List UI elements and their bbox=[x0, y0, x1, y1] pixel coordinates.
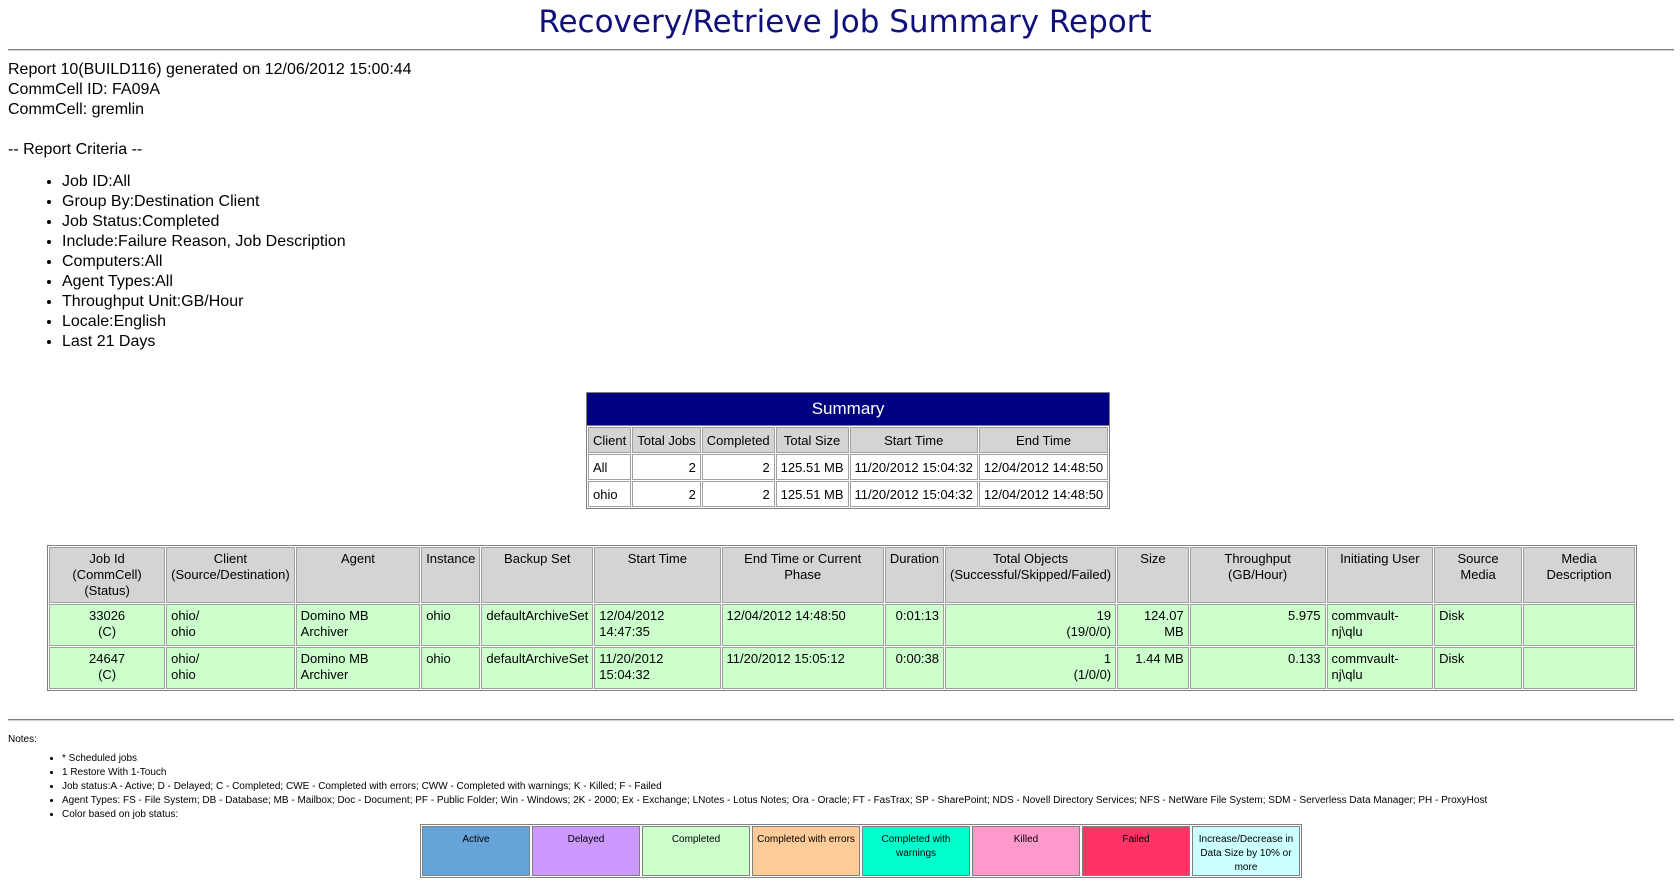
commcell-id: CommCell ID: FA09A bbox=[8, 81, 161, 98]
criteria-item: • Last 21 Days bbox=[62, 332, 346, 352]
summary-cell: 11/20/2012 15:04:32 bbox=[850, 481, 978, 507]
note-item: • Agent Types: FS - File System; DB - Database; MB - Mailbox; Doc - Document; PF - Public Folder; Win - Windows; 2K - 2000; Ex - Exchange; LNotes - Lotus Notes; Ora - Oracle; FT - FasTrax; SP - SharePoint; NDS - Novell Directory Services; NFS - NetWare File System; SDM - Serverless Data Manager; PH - ProxyHost bbox=[62, 794, 1487, 808]
criteria-item: • Job Status:Completed bbox=[62, 212, 346, 232]
client-cell: ohio/ ohio bbox=[166, 604, 295, 646]
legend-killed: Killed bbox=[972, 826, 1080, 876]
agent-cell: Domino MB Archiver bbox=[296, 604, 421, 646]
jobs-header: Agent bbox=[296, 547, 421, 603]
media-description-cell bbox=[1523, 647, 1635, 689]
criteria-item: • Locale:English bbox=[62, 312, 346, 332]
summary-cell: 12/04/2012 14:48:50 bbox=[979, 481, 1108, 507]
summary-header: End Time bbox=[979, 427, 1108, 453]
legend-failed: Failed bbox=[1082, 826, 1190, 876]
summary-table bbox=[586, 392, 1110, 509]
summary-header: Completed bbox=[702, 427, 775, 453]
table-row bbox=[49, 647, 1635, 689]
source-media-cell: Disk bbox=[1434, 647, 1522, 689]
start-time-cell: 12/04/2012 14:47:35 bbox=[594, 604, 720, 646]
jobs-header: Duration bbox=[885, 547, 944, 603]
notes-list bbox=[0, 752, 1487, 822]
summary-cell: 2 bbox=[702, 454, 775, 480]
summary-cell: 2 bbox=[632, 454, 701, 480]
report-title: Recovery/Retrieve Job Summary Report bbox=[538, 4, 1152, 40]
legend-completed-with-errors: Completed with errors bbox=[752, 826, 860, 876]
legend-completed-with-warnings: Completed with warnings bbox=[862, 826, 970, 876]
summary-cell: 2 bbox=[632, 481, 701, 507]
summary-header-row bbox=[588, 427, 1108, 453]
commcell-name: CommCell: gremlin bbox=[8, 101, 145, 118]
summary-header: Total Jobs bbox=[632, 427, 701, 453]
criteria-item: • Throughput Unit:GB/Hour bbox=[62, 292, 346, 312]
legend-completed: Completed bbox=[642, 826, 750, 876]
criteria-item: • Agent Types:All bbox=[62, 272, 346, 292]
jobs-header: Backup Set bbox=[481, 547, 593, 603]
legend-data-size-change: Increase/Decrease in Data Size by 10% or more bbox=[1192, 826, 1300, 876]
initiating-user-cell: commvault-nj\qlu bbox=[1327, 647, 1434, 689]
header-divider bbox=[8, 49, 1674, 51]
job-id-cell: 33026 (C) bbox=[49, 604, 165, 646]
start-time-cell: 11/20/2012 15:04:32 bbox=[594, 647, 720, 689]
jobs-header: End Time or Current Phase bbox=[722, 547, 884, 603]
jobs-header: Source Media bbox=[1434, 547, 1522, 603]
summary-caption: Summary bbox=[586, 392, 1110, 425]
note-item: • Job status:A - Active; D - Delayed; C - Completed; CWE - Completed with errors; CWW - Completed with warnings; K - Killed; F - Failed bbox=[62, 780, 1487, 794]
note-item: • 1 Restore With 1-Touch bbox=[62, 766, 1487, 780]
jobs-header: Instance bbox=[421, 547, 480, 603]
total-objects-cell: 19 (19/0/0) bbox=[945, 604, 1116, 646]
summary-cell: 11/20/2012 15:04:32 bbox=[850, 454, 978, 480]
summary-row bbox=[588, 454, 1108, 480]
jobs-header: Throughput (GB/Hour) bbox=[1190, 547, 1326, 603]
summary-header: Total Size bbox=[776, 427, 849, 453]
initiating-user-cell: commvault-nj\qlu bbox=[1327, 604, 1434, 646]
summary-cell: All bbox=[588, 454, 631, 480]
criteria-item: • Job ID:All bbox=[62, 172, 346, 192]
criteria-item: • Group By:Destination Client bbox=[62, 192, 346, 212]
media-description-cell bbox=[1523, 604, 1635, 646]
legend-delayed: Delayed bbox=[532, 826, 640, 876]
note-item: • * Scheduled jobs bbox=[62, 752, 1487, 766]
backup-set-cell: defaultArchiveSet bbox=[481, 604, 593, 646]
duration-cell: 0:00:38 bbox=[885, 647, 944, 689]
jobs-header: Size bbox=[1117, 547, 1189, 603]
throughput-cell: 5.975 bbox=[1190, 604, 1326, 646]
jobs-header: Start Time bbox=[594, 547, 720, 603]
jobs-header: Client (Source/Destination) bbox=[166, 547, 295, 603]
summary-header: Start Time bbox=[850, 427, 978, 453]
status-color-legend bbox=[420, 824, 1302, 878]
size-cell: 124.07 MB bbox=[1117, 604, 1189, 646]
note-item: • Color based on job status: bbox=[62, 808, 1487, 822]
summary-cell: 2 bbox=[702, 481, 775, 507]
end-time-cell: 11/20/2012 15:05:12 bbox=[722, 647, 884, 689]
end-time-cell: 12/04/2012 14:48:50 bbox=[722, 604, 884, 646]
client-cell: ohio/ ohio bbox=[166, 647, 295, 689]
job-id-cell: 24647 (C) bbox=[49, 647, 165, 689]
jobs-header: Media Description bbox=[1523, 547, 1635, 603]
jobs-header: Job Id (CommCell) (Status) bbox=[49, 547, 165, 603]
duration-cell: 0:01:13 bbox=[885, 604, 944, 646]
report-criteria-list bbox=[0, 172, 346, 352]
table-row bbox=[49, 604, 1635, 646]
total-objects-cell: 1 (1/0/0) bbox=[945, 647, 1116, 689]
notes-label: Notes: bbox=[8, 734, 37, 745]
summary-header: Client bbox=[588, 427, 631, 453]
footer-divider bbox=[8, 719, 1674, 721]
jobs-header-row bbox=[49, 547, 1635, 603]
summary-cell: 125.51 MB bbox=[776, 454, 849, 480]
summary-cell: 12/04/2012 14:48:50 bbox=[979, 454, 1108, 480]
jobs-header: Initiating User bbox=[1327, 547, 1434, 603]
criteria-item: • Include:Failure Reason, Job Description bbox=[62, 232, 346, 252]
source-media-cell: Disk bbox=[1434, 604, 1522, 646]
jobs-header: Total Objects (Successful/Skipped/Failed) bbox=[945, 547, 1116, 603]
criteria-item: • Computers:All bbox=[62, 252, 346, 272]
instance-cell: ohio bbox=[421, 604, 480, 646]
jobs-table bbox=[47, 545, 1637, 691]
report-generated: Report 10(BUILD116) generated on 12/06/2012 15:00:44 bbox=[8, 61, 412, 78]
report-criteria-heading: -- Report Criteria -- bbox=[8, 141, 143, 158]
throughput-cell: 0.133 bbox=[1190, 647, 1326, 689]
size-cell: 1.44 MB bbox=[1117, 647, 1189, 689]
summary-row bbox=[588, 481, 1108, 507]
instance-cell: ohio bbox=[421, 647, 480, 689]
summary-cell: ohio bbox=[588, 481, 631, 507]
summary-cell: 125.51 MB bbox=[776, 481, 849, 507]
backup-set-cell: defaultArchiveSet bbox=[481, 647, 593, 689]
legend-active: Active bbox=[422, 826, 530, 876]
agent-cell: Domino MB Archiver bbox=[296, 647, 421, 689]
